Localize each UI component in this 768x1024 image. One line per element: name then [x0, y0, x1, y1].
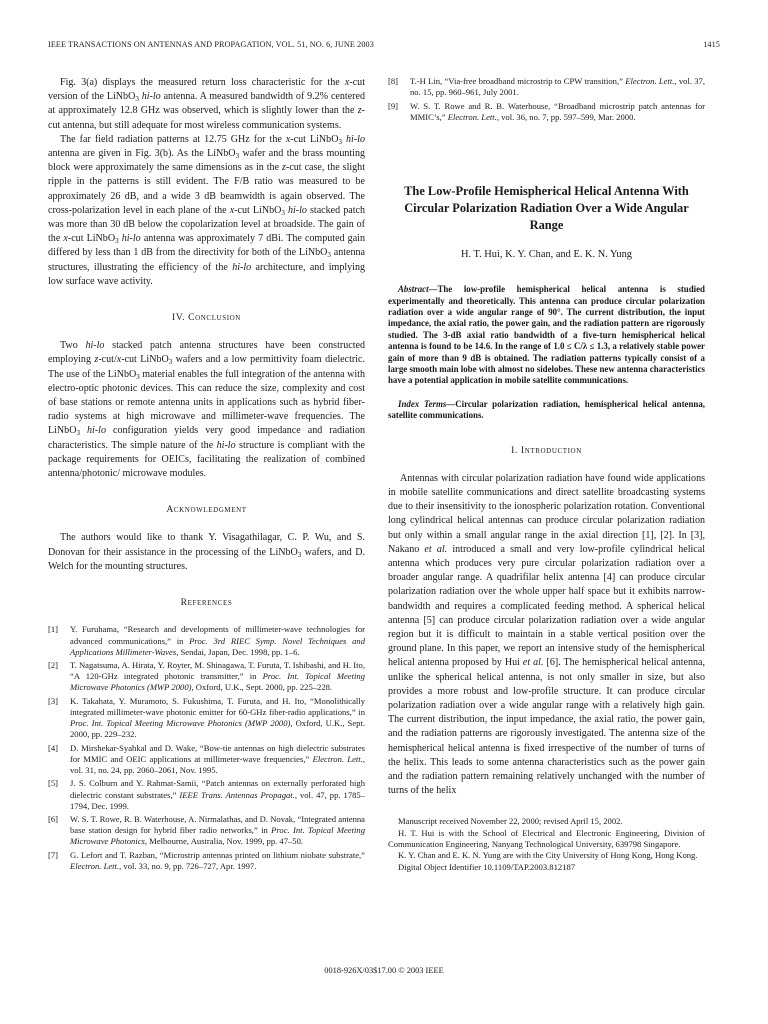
paper-title: The Low-Profile Hemispherical Helical Antenna With Circular Polarization Radiation Over a Wide Angular Range [404, 183, 689, 232]
reference-list [48, 624, 365, 872]
body-paragraph: Fig. 3(a) displays the measured return loss characteristic for the x-cut version of the LiNbO$_3$ hi-lo antenna. A measured bandwidth of 9.2% centered at approximately 12.8 GHz was observed, which is slightly lower than the z-cut antenna, but still adequate for most wireless communication systems. [48, 77, 365, 131]
author-list: H. T. Hui, K. Y. Chan, and E. K. N. Yung [461, 248, 632, 260]
reference-item: [4] D. Mirshekar-Syahkal and D. Wake, “Bow-tie antennas on high dielectric substrates for MMIC and OEIC applications at millimeter-wave frequencies,” Electron. Lett., vol. 31, no. 24, pp. 2060–2061, Nov. 1995. [48, 742, 365, 776]
page-number: 1415 [703, 40, 720, 49]
body-paragraph: The far field radiation patterns at 12.75 GHz for the x-cut LiNbO$_3$ hi-lo antenna are given in Fig. 3(b). As the LiNbO$_3$ wafer and the brass mounting block were approximately the same dimensions as in the z-cut case, the slight ripple in the patterns is still evident. The F/B ratio was measured to be approximately 26 dB, and a wide 3 dB beamwidth is again observed. The cross-polarization level in each plane of the x-cut LiNbO$_3$ hi-lo stacked patch was more than 30 dB below the copolarization level at broadside. The gain of the x-cut LiNbO$_3$ hi-lo antenna was approximately 7 dBi. The computed gain differed by less than 1 dB from the directivity for both of the LiNbO$_3$ antenna structures, illustrating the efficiency of the hi-lo architecture, and implying low surface wave activity. [48, 133, 366, 287]
abstract-math: 1.0 ≤ C/λ ≤ 1.3 [553, 341, 608, 352]
reference-list-continued [388, 76, 705, 123]
reference-item: [2] T. Nagatsuma, A. Hirata, Y. Royter, M. Shinagawa, T. Furuta, T. Ishibashi, and H. Ito, “A 120-GHz integrated photonic transmitter,” in Proc. Int. Topical Meeting Microwave Photonics (MWP 2000), Oxford, U.K., Sept. 2000, pp. 225–228. [48, 660, 365, 693]
reference-item: [1] Y. Furuhama, “Research and developments of millimeter-wave technologies for advanced communications,” in Proc. 3rd RIEC Symp. Novel Techniques and Applications Millimeter-Waves, Sendai, Japan, Dec. 1998, pp. 1–6. [48, 624, 366, 657]
reference-item: [9] W. S. T. Rowe and R. B. Waterhouse, “Broadband microstrip patch antennas for MMIC’s,” Electron. Lett., vol. 36, no. 7, pp. 597–599, Mar. 2000. [388, 100, 705, 122]
section-heading-references: References [180, 597, 233, 609]
reference-item: [6] W. S. T. Rowe, R. B. Waterhouse, A. Nirmalathas, and D. Novak, “Integrated antenna base station design for hybrid fiber radio networks,” in Proc. Int. Topical Meeting Microwave Photonics, Melbourne, Australia, Nov. 1999, pp. 47–50. [48, 814, 365, 847]
copyright-footer: 0018-926X/03$17.00 © 2003 IEEE [324, 966, 444, 975]
reference-item: [3] K. Takahata, Y. Muramoto, S. Fukushima, T. Furuta, and H. Ito, “Monolithically integrated millimeter-wave photonic emitter for 60-GHz fiber-radio applications,” in Proc. Int. Topical Meeting Microwave Photonics (MWP 2000), Oxford, U.K., Sept. 2000, pp. 229–232. [48, 695, 365, 740]
footnote: Digital Object Identifier 10.1109/TAP.2003.812187 [398, 861, 576, 872]
left-column [48, 76, 365, 874]
reference-item: [7] G. Lefort and T. Razban, “Microstrip antennas printed on lithium niobate substrate,” Electron. Lett., vol. 33, no. 9, pp. 726–727, Apr. 1997. [48, 849, 365, 871]
reference-item: [8] T.-H Lin, “Via-free broadband microstrip to CPW transition,” Electron. Lett., vol. 37, no. 15, pp. 960–961, July 2001. [388, 76, 705, 98]
reference-item: [5] J. S. Colburn and Y. Rahmat-Samii, “Patch antennas on externally perforated high dielectric constant substrates,” IEEE Trans. Antennas Propagat., vol. 47, pp. 1785–1794, Dec. 1999. [48, 778, 366, 811]
journal-citation: IEEE TRANSACTIONS ON ANTENNAS AND PROPAGATION, VOL. 51, NO. 6, JUNE 2003 [48, 40, 374, 49]
running-head [48, 40, 720, 54]
right-column [388, 76, 705, 873]
abstract: Abstract—The low-profile hemispherical helical antenna is studied experimentally and theoretically. This antenna can produce circular polarization radiation over a wide angular range of 90°. The current distribution, the input impedance, the axial ratio, the power gain, and the radiation pattern are rigorously studied. The 3-dB axial ratio bandwidth of a five-turn hemispherical helical antenna is found to be 14.6. In the range of 1.0 ≤ C/λ ≤ 1.3, a relatively stable power gain of more than 9 dB is obtained. The radiation patterns typically consist of a large smooth main lobe with almost no sidelobes. These new antenna characteristics have a potential application in mobile satellite communications. [388, 284, 705, 386]
footnote: H. T. Hui is with the School of Electrical and Electronic Engineering, Division of Communication Engineering, Nanyang Technological University, 639798 Singapore. [388, 827, 705, 850]
footnote: Manuscript received November 22, 2000; revised April 15, 2002. [398, 816, 623, 827]
body-paragraph: Two hi-lo stacked patch antenna structures have been constructed employing z-cut/x-cut LiNbO$_3$ wafers and a low permittivity foam dielectric. The use of the LiNbO$_3$ material enables the full integration of the antenna with electro-optic photonic devices. This can reduce the size, complexity and cost of base stations or remote antenna units in applications such as hybrid fiber-radio systems at high microwave and millimeter-wave frequencies. The LiNbO$_3$ hi-lo configuration yields very good impedance and radiation characteristics. The simple nature of the hi-lo structure is compliant with the package requirements for OEICs, facilitating the realization of combined antenna/photonic/ microwave modules. [48, 340, 366, 480]
body-paragraph: The authors would like to thank Y. Visagathilagar, C. P. Wu, and S. Donovan for their assistance in the processing of the LiNbO$_3$ wafers, and D. Welch for the mounting structures. [48, 532, 365, 572]
section-heading-conclusion: IV. Conclusion [172, 312, 241, 324]
footnote-block [388, 816, 705, 872]
index-terms: Index Terms—Circular polarization radiation, hemispherical helical antenna, satellite communications. [388, 398, 706, 421]
footnote: K. Y. Chan and E. K. N. Yung are with the City University of Hong Kong, Hong Kong. [398, 850, 698, 861]
section-heading-acknowledgment: Acknowledgment [166, 504, 247, 516]
section-heading-introduction: I. Introduction [511, 444, 582, 456]
body-paragraph: Antennas with circular polarization radiation have found wide applications in mobile satellite communications and direct satellite broadcasting systems due to their insensitivity to the ionospheric polarization rotation. Conventional long cylindrical helical antennas can produce circular polarization radiation but only within a small angular range in the axial direction [1], [2]. In [3], Nakano et al. introduced a small and very low-profile cylindrical helical antenna which produces very pure circular polarization radiation over a broader angular range. A quadrifilar helix antenna [4] can produce circular polarization radiation over the whole upper half space but it exhibits narrow-bandwidth and requires a complicated feeding method. A spherical helical antenna [5] can produce circular polarization radiation over a wide angular region but it is difficult to maintain in a stable vertical position over the ground plane. In this paper, we report an intensive study of the hemispherical helical antenna proposed by Hui et al. [6]. The hemispherical helical antenna, unlike the spherical helical antenna, is not only smaller in size, but also provides a more robust and low-profile structure. It can produce circular polarization radiation over a wide angular range with a relatively high gain. The current distribution, the input impedance, the axial ratio, the power gain, and the radiation patterns are rigorously investigated. The antenna size of the hemispherical helical antenna is fixed irrespective of the number of turns of the helix. This leads to some antenna characteristics such as the power gain and the radiation pattern remaining relatively unchanged with the number of turns of the helix [388, 472, 705, 797]
